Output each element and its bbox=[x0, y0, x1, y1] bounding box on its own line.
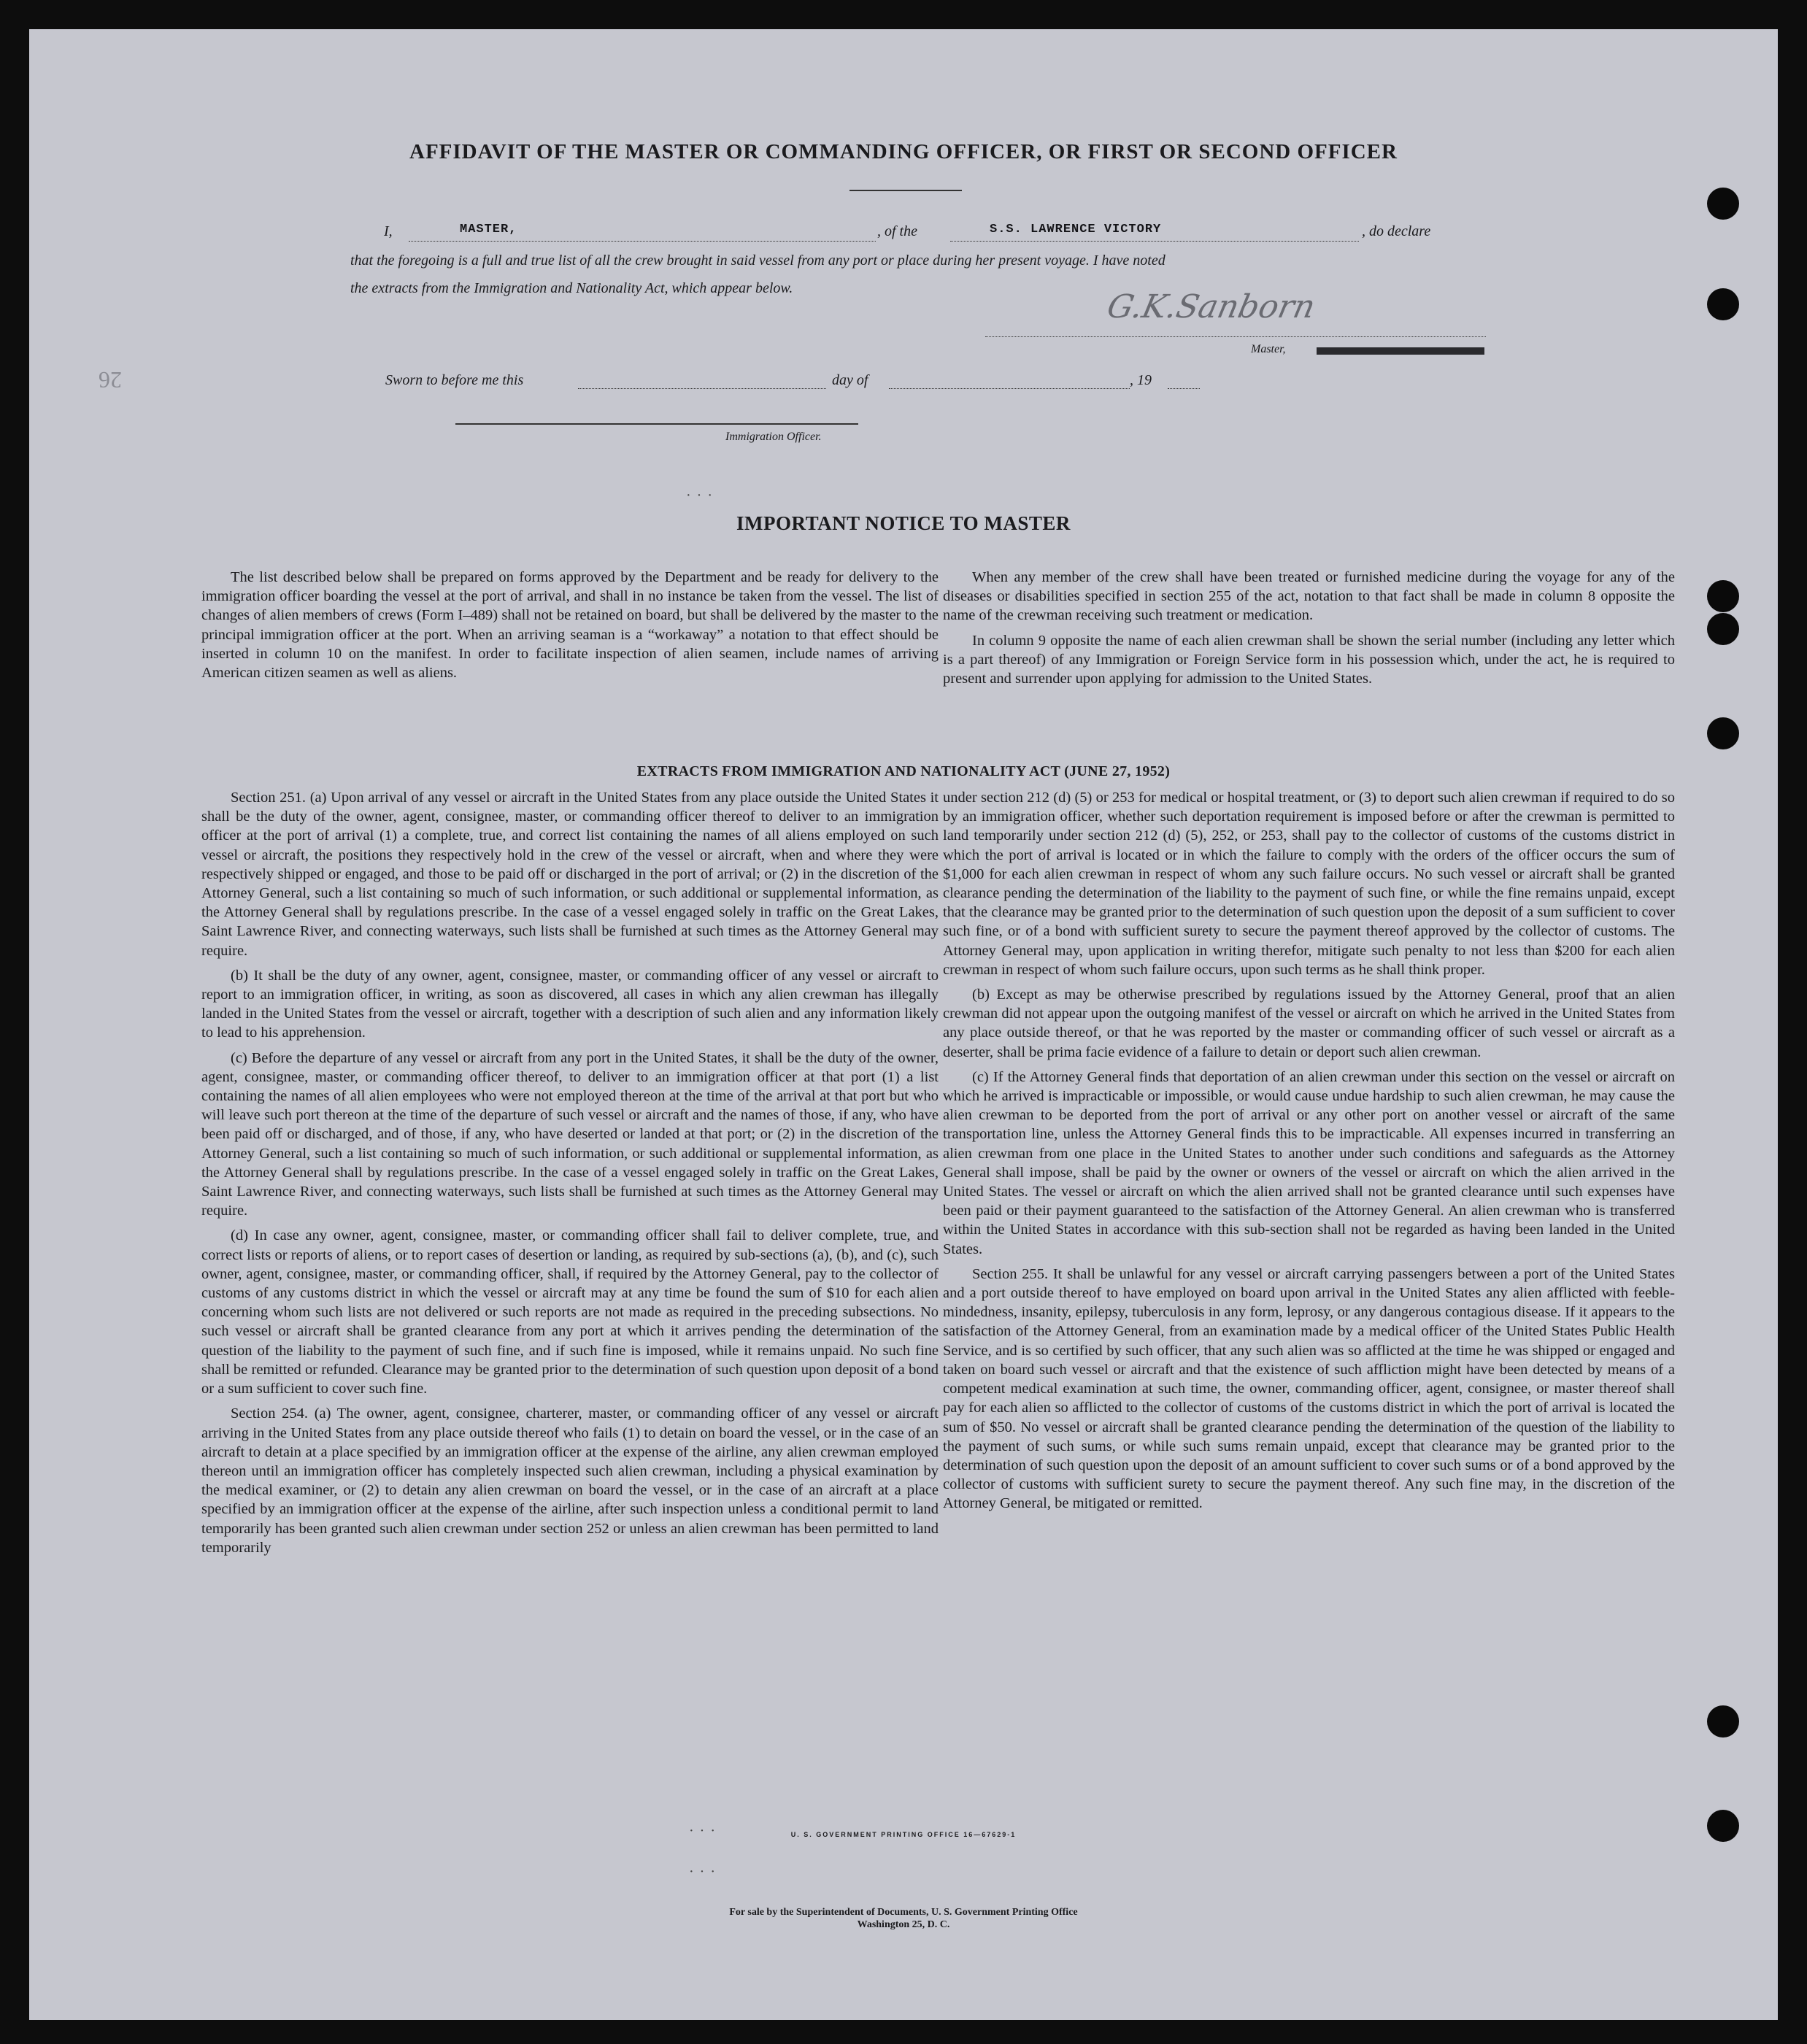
section-paragraph: (c) If the Attorney General finds that deportation of an alien crewman under this section on the vessel or aircraft on which he arrived is impracticable or impossible, or would cause undue hardship to such alien crewman, he may cause the alien crewman to be deported from the port of arrival or any other port on another vessel or aircraft of the same transportation line, unless the Attorney General finds this to be impracticable. All expenses incurred in transferring an alien crewman from one place in the United States to another under such conditions and safeguards as the Attorney General shall impose, shall be paid by the owner or owners of the vessel or aircraft on which the alien arrived in the United States. The vessel or aircraft on which the alien arrived shall not be granted clearance until such expenses have been paid or their payment guaranteed to the satisfaction of the Attorney General. An alien crewman who is transferred within the United States in accordance with this sub-section shall not be regarded as having been landed in the United States. bbox=[943, 1068, 1675, 1257]
margin-mark: 26 bbox=[99, 367, 122, 393]
notice-paragraph: In column 9 opposite the name of each alien crewman shall be shown the serial number (including any letter which is a part thereof) of any Immigration or Foreign Service form in his possession which, under the act, he is required to present and surrender upon applying for admission to the United States. bbox=[943, 632, 1675, 687]
master-name-value: MASTER, bbox=[460, 223, 517, 236]
dots: ··· bbox=[689, 1864, 721, 1880]
notice-left-column bbox=[201, 568, 939, 688]
sworn-day-line bbox=[578, 388, 826, 389]
name-field-line bbox=[409, 241, 876, 242]
affidavit-body-line-2: the extracts from the Immigration and Nationality Act, which appear below. bbox=[350, 280, 793, 296]
binder-hole bbox=[1707, 613, 1739, 645]
extracts-left-column bbox=[201, 788, 939, 1563]
sworn-month-line bbox=[889, 388, 1130, 389]
binder-hole bbox=[1707, 288, 1739, 320]
sale-line-2: Washington 25, D. C. bbox=[857, 1919, 950, 1930]
binder-hole bbox=[1707, 717, 1739, 749]
binder-hole bbox=[1707, 1705, 1739, 1738]
section-paragraph: (d) In case any owner, agent, consignee, master, or commanding officer shall fail to deliver complete, true, and correct lists or reports of aliens, or to report cases of desertion or landing, as required by sub-sections (a), (b), and (c), such owner, agent, consignee, master, or commanding officer, shall, if required by the Attorney General, pay to the collector of customs of any customs district in which the vessel or aircraft may at any time be found the sum of $10 for each alien concerning whom such lists are not delivered or such reports are not made as required in the preceding subsections. No such vessel or aircraft shall be granted clearance from any port at which it arrives pending the determination of the question of the liability to the payment of such fine, and if such fine is imposed, while it remains unpaid. No such fine shall be remitted or refunded. Clearance may be granted prior to the determination of such question upon deposit of a bond or a sum sufficient to cover such fine. bbox=[201, 1227, 939, 1397]
sale-notice bbox=[29, 1906, 1778, 1931]
title-rule bbox=[849, 190, 962, 191]
affidavit-body-line-1: that the foregoing is a full and true list of all the crew brought in said vessel from any port or place during her present voyage. I have noted bbox=[350, 252, 1166, 269]
day-of-label: day of bbox=[832, 372, 868, 388]
officer-signature-line bbox=[455, 423, 858, 425]
extracts-title: EXTRACTS FROM IMMIGRATION AND NATIONALITY ACT (JUNE 27, 1952) bbox=[636, 763, 1171, 779]
dots: ··· bbox=[686, 487, 718, 504]
binder-hole bbox=[1707, 580, 1739, 612]
struck-out-title bbox=[1317, 347, 1484, 355]
i-label: I, bbox=[384, 223, 393, 239]
notice-paragraph: The list described below shall be prepared on forms approved by the Department and be ready for delivery to the immigration officer boarding the vessel at the port of arrival, and shall in no instance be taken from the vessel. The list of changes of alien members of crews (Form I–489) shall not be retained on board, but shall be delivered by the master to the principal immigration officer at the port. When an arriving seaman is a “workaway” a notation to that effect should be inserted in column 10 on the manifest. In order to facilitate inspection of alien seamen, include names of arriving American citizen seamen as well as aliens. bbox=[201, 569, 939, 682]
affidavit-title: AFFIDAVIT OF THE MASTER OR COMMANDING OFFICER, OR FIRST OR SECOND OFFICER bbox=[409, 140, 1398, 163]
section-paragraph: Section 251. (a) Upon arrival of any vessel or aircraft in the United States from any place outside the United States it shall be the duty of the owner, agent, consignee, master, or commanding officer thereof to deliver to an immigration officer at the port of arrival (1) a complete, true, and correct list containing the names of all aliens employed on such vessel or aircraft, the positions they respectively hold in the crew of the vessel or aircraft, when and where they were respectively shipped or engaged, and those to be paid off or discharged in the port of arrival; or (2) in the discretion of the Attorney General, such a list containing so much of such information, or such additional or supplemental information, as the Attorney General shall by regulations prescribe. In the case of a vessel engaged solely in traffic on the Great Lakes, Saint Lawrence River, and connecting waterways, such lists shall be furnished at such times as the Attorney General may require. bbox=[201, 790, 939, 959]
do-declare-label: , do declare bbox=[1362, 223, 1431, 239]
sale-line-1: For sale by the Superintendent of Documents, U. S. Government Printing Office bbox=[729, 1907, 1078, 1918]
signature-role-label: Master, bbox=[1251, 343, 1286, 355]
notice-paragraph: When any member of the crew shall have been treated or furnished medicine during the voyage for any of the diseases or disabilities specified in section 255 of the act, notation to that fact shall be made in column 8 opposite the name of the crewman receiving such treatment or medication. bbox=[943, 569, 1675, 624]
signature-line bbox=[985, 336, 1486, 337]
binder-hole bbox=[1707, 188, 1739, 220]
section-paragraph: (b) It shall be the duty of any owner, agent, consignee, master, or commanding officer of any vessel or aircraft to report to an immigration officer, in writing, as soon as discovered, all cases in which any alien crewman has illegally landed in the United States from the vessel or aircraft, together with a description of such alien and any information likely to lead to his apprehension. bbox=[201, 967, 939, 1041]
dots: ··· bbox=[689, 1823, 721, 1839]
of-the-label: , of the bbox=[877, 223, 917, 239]
section-paragraph: (c) Before the departure of any vessel or aircraft from any port in the United States, it shall be the duty of the owner, agent, consignee, master, or commanding officer thereof, to deliver to an immigration officer at that port (1) a list containing the names of all alien employees who were not employed thereon at the time of the arrival at that port but who will leave such port thereon at the time of the departure of such vessel or aircraft and the names of those, if any, who have been paid off or discharged, and of those, if any, who have deserted or landed at that port; or (2) in the discretion of the Attorney General, such a list containing so much of such information, or such additional or supplemental information, as the Attorney General shall by regulations prescribe. In the case of a vessel engaged solely in traffic on the Great Lakes, Saint Lawrence River, and connecting waterways, such lists shall be furnished at such times as the Attorney General may require. bbox=[201, 1049, 939, 1219]
year-label: , 19 bbox=[1130, 372, 1152, 388]
section-paragraph: under section 212 (d) (5) or 253 for medical or hospital treatment, or (3) to deport such alien crewman if required to do so by an immigration officer, whether such deportation requirement is imposed before or after the crewman is permitted to land temporarily under section 212 (d) (5), 252, or 253, shall pay to the collector of customs of the customs district in which the port of arrival is located or in which the failure to comply with the orders of the officer occurs the sum of $1,000 for each alien crewman in respect of whom any such failure occurs. No such vessel or aircraft shall be granted clearance pending the determination of the liability to the payment of such fine, or while the fine remains unpaid, except that the clearance may be granted prior to the determination of such question upon the deposit of a sum sufficient to cover such fine, or of a bond with sufficient surety to secure the payment thereof approved by the collector of customs. The Attorney General may, upon application in writing therefor, mitigate such penalty to not less than $200 for each alien crewman in respect of whom such failure occurs, upon such terms as he shall think proper. bbox=[943, 790, 1675, 978]
sworn-label: Sworn to before me this bbox=[385, 372, 524, 388]
section-paragraph: (b) Except as may be otherwise prescribed by regulations issued by the Attorney General, proof that an alien crewman did not appear upon the outgoing manifest of the vessel or aircraft on which he arrived in the United States from any place outside thereof, or that he was reported by the master or commanding officer of such vessel or aircraft as a deserter, shall be prima facie evidence of a failure to detain or deport such alien crewman. bbox=[943, 987, 1675, 1060]
officer-label: Immigration Officer. bbox=[725, 431, 822, 443]
extracts-right-column bbox=[943, 788, 1675, 1519]
printing-office-line: U. S. GOVERNMENT PRINTING OFFICE 16—67629-1 bbox=[790, 1831, 1017, 1838]
section-paragraph: Section 255. It shall be unlawful for any vessel or aircraft carrying passengers between a port of the United States and a port outside thereof to have employed on board upon arrival in the United States any alien afflicted with feeble-mindedness, insanity, epilepsy, tuberculosis in any form, leprosy, or any dangerous contagious disease. If it appears to the satisfaction of the Attorney General, from an examination made by a medical officer of the United States Public Health Service, and is so certified by such officer, that any such alien was so afflicted at the time he was shipped or engaged and taken on board such vessel or aircraft and that the existence of such affliction might have been detected by means of a competent medical examination at such time, the owner, commanding officer, agent, consignee, or master thereof shall pay for each alien so afflicted to the collector of customs of the customs district in which the port of arrival is located the sum of $50. No vessel or aircraft shall be granted clearance pending the determination of the question of the liability to the payment of such sums, or while such sums remain unpaid, except that clearance may be granted prior to the determination of such question upon the deposit of an amount sufficient to cover such sums or of a bond approved by the collector of customs with sufficient surety to secure the payment thereof. Any such fine may, in the discretion of the Attorney General, be mitigated or remitted. bbox=[943, 1265, 1675, 1512]
notice-title: IMPORTANT NOTICE TO MASTER bbox=[736, 512, 1071, 534]
sworn-year-line bbox=[1168, 388, 1200, 389]
master-signature: G.K.Sanborn bbox=[1103, 288, 1319, 325]
document-page bbox=[29, 29, 1778, 2020]
vessel-field-line bbox=[950, 241, 1359, 242]
notice-right-column bbox=[943, 568, 1675, 694]
section-paragraph: Section 254. (a) The owner, agent, consignee, charterer, master, or commanding officer of any vessel or aircraft arriving in the United States from any place outside thereof who fails (1) to detain on board the vessel, or in the case of an aircraft to detain at a place specified by an immigration officer at the expense of the airline, any alien crewman employed thereon until an immigration officer has completely inspected such alien crewman, including a physical examination by the medical examiner, or (2) to detain any alien crewman on board the vessel, or in the case of an aircraft at a place specified by an immigration officer at the expense of the airline, after such inspection unless a conditional permit to land temporarily has been granted such alien crewman under section 252 or unless an alien crewman has been permitted to land temporarily bbox=[201, 1405, 939, 1556]
vessel-name-value: S.S. LAWRENCE VICTORY bbox=[990, 223, 1162, 236]
